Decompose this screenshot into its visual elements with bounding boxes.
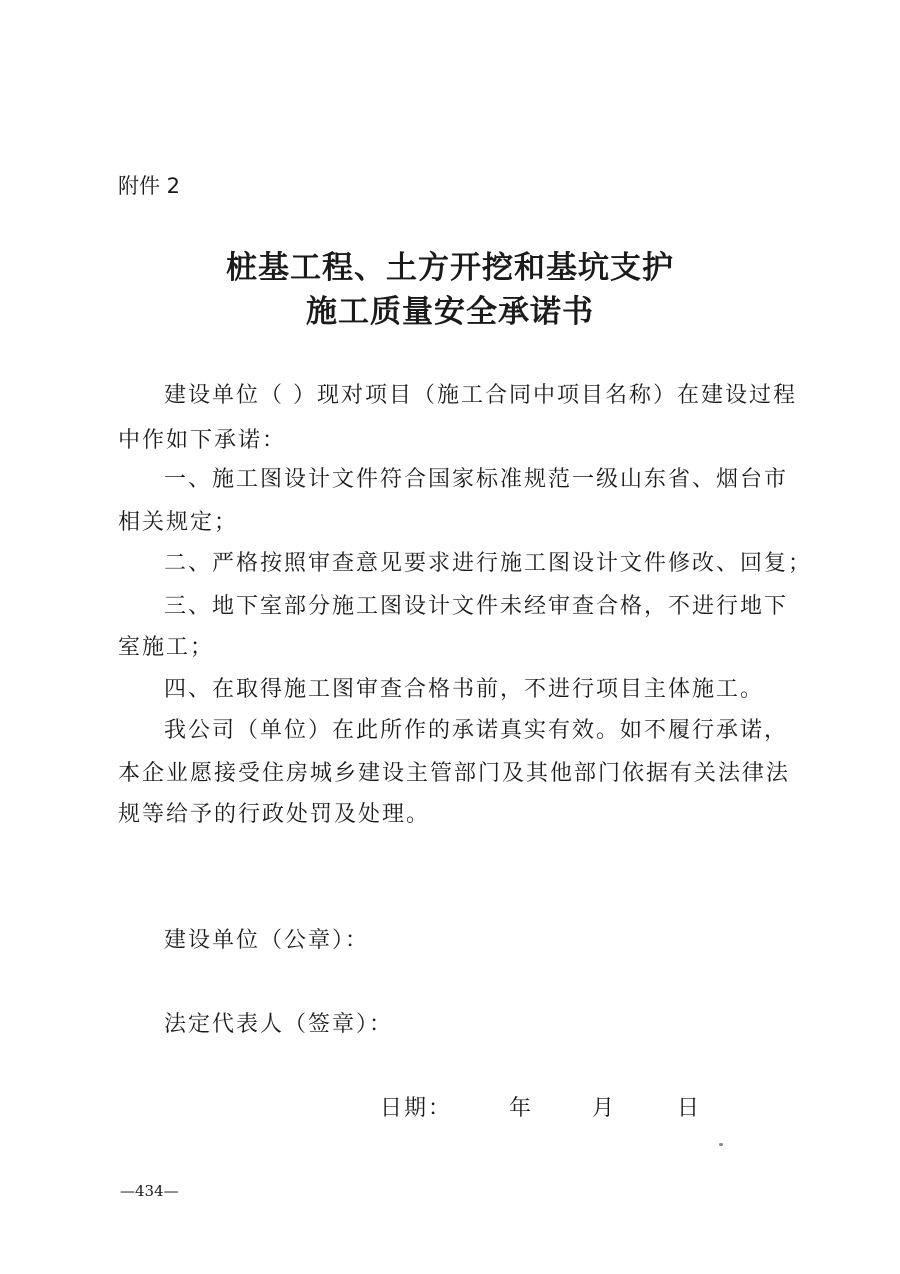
commitment-3-line-1: 三、地下室部分施工图设计文件未经审查合格，不进行地下 <box>164 594 789 619</box>
commitment-1-line-2: 相关规定； <box>118 510 239 535</box>
date-year-label: 年 <box>509 1096 532 1121</box>
date-day-label: 日 <box>677 1096 700 1121</box>
construction-unit-seal-label: 建设单位（公章）： <box>164 928 370 953</box>
pledge-paragraph-line-3: 规等给予的行政处罚及处理。 <box>118 802 431 827</box>
commitment-4: 四、在取得施工图审查合格书前，不进行项目主体施工。 <box>164 677 765 702</box>
commitment-3-line-2: 室施工； <box>118 635 215 660</box>
page-number: —434— <box>120 1182 179 1200</box>
attachment-label: 附件 2 <box>118 174 181 198</box>
commitment-1-line-1: 一、施工图设计文件符合国家标准规范一级山东省、烟台市 <box>164 467 789 492</box>
ink-speck <box>719 1143 723 1146</box>
document-title-line-2: 施工质量安全承诺书 <box>306 294 594 330</box>
legal-representative-signature-label: 法定代表人（签章）： <box>164 1012 394 1037</box>
pledge-paragraph-line-2: 本企业愿接受住房城乡建设主管部门及其他部门依据有关法律法 <box>118 761 791 786</box>
intro-paragraph-line-2: 中作如下承诺： <box>118 428 287 453</box>
date-label: 日期： <box>380 1096 453 1121</box>
intro-paragraph-line-1: 建设单位（ ）现对项目（施工合同中项目名称）在建设过程 <box>164 383 797 408</box>
document-title-line-1: 桩基工程、土方开挖和基坑支护 <box>226 250 674 286</box>
commitment-2: 二、严格按照审查意见要求进行施工图设计文件修改、回复； <box>164 551 813 576</box>
date-month-label: 月 <box>592 1096 615 1121</box>
pledge-paragraph-line-1: 我公司（单位）在此所作的承诺真实有效。如不履行承诺， <box>164 718 789 743</box>
